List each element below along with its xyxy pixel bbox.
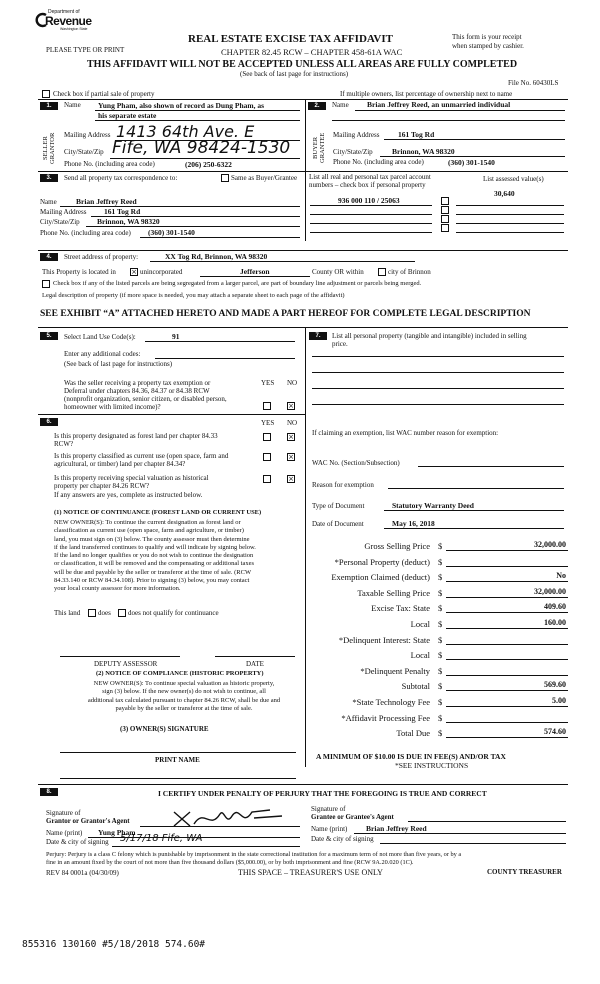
located-label: This Property is located in xyxy=(42,268,116,276)
fee-underline xyxy=(446,722,568,723)
exemption-no-checkbox[interactable]: × xyxy=(288,402,294,410)
notice-continuance-line: will be due and payable by the seller or transferor at the time of sale. (RCW xyxy=(54,568,252,576)
forest-no-checkbox[interactable]: × xyxy=(288,433,294,441)
fee-underline xyxy=(446,644,568,645)
receipt-note-1: This form is your receipt xyxy=(452,33,522,41)
underline xyxy=(456,214,564,215)
form-title: REAL ESTATE EXCISE TAX AFFIDAVIT xyxy=(188,33,393,45)
divider xyxy=(305,171,306,241)
section-8-number: 8. xyxy=(40,788,58,796)
perjury-text-1: Perjury: Perjury is a class C felony which is punishable by imprisonment in the state correctional institution for a maximum term of not more than five years, or by a xyxy=(46,851,462,858)
fee-currency: $ xyxy=(438,619,443,629)
historic-q-2: property per chapter 84.26 RCW? xyxy=(54,482,150,490)
underline xyxy=(60,206,300,207)
dept-line3: Washington State xyxy=(60,27,88,31)
treasurer-space: THIS SPACE – TREASURER'S USE ONLY xyxy=(238,868,383,877)
fee-underline xyxy=(446,737,568,738)
fee-label: Gross Selling Price xyxy=(364,541,430,551)
buyer-mailing-label: Mailing Address xyxy=(333,131,380,139)
fee-value[interactable]: 569.60 xyxy=(544,680,566,689)
assessed-label: List assessed value(s) xyxy=(483,175,544,183)
seller-phone[interactable]: (206) 250-6322 xyxy=(185,160,232,169)
fee-label: Subtotal xyxy=(401,681,430,691)
grantor-name-print-label: Name (print) xyxy=(46,829,83,837)
underline xyxy=(456,223,564,224)
fee-label: *State Technology Fee xyxy=(352,697,430,707)
please-type: PLEASE TYPE OR PRINT xyxy=(46,46,125,54)
partial-sale-label: Check box if partial sale of property xyxy=(53,90,155,98)
notice-continuance-line: If the land no longer qualifies or you do not wish to continue the designation xyxy=(54,552,254,560)
county-treasurer-label: COUNTY TREASURER xyxy=(487,868,562,876)
answers-note: If any answers are yes, complete as instructed below. xyxy=(54,491,203,499)
cashier-stamp: 855316 130160 #5/18/2018 574.60# xyxy=(22,939,206,950)
fee-value[interactable]: 32,000.00 xyxy=(534,540,566,549)
file-number: File No. 60430LS xyxy=(508,79,559,87)
fee-value[interactable]: No xyxy=(556,571,566,580)
underline xyxy=(384,528,564,529)
grantor-agent-label: Grantor or Grantor's Agent xyxy=(46,817,130,825)
segregated-label: Check box if any of the listed parcels are being segregated from a larger parcel, are part of boundary line adjustment or parcels being merged. xyxy=(53,280,422,287)
legal-description-label: Legal description of property (if more space is needed, you may attach a separate sheet to each page of the affidavit) xyxy=(42,292,345,299)
unincorporated-label: unincorporated xyxy=(140,268,183,276)
deputy-assessor-label: DEPUTY ASSESSOR xyxy=(94,660,158,668)
exemption-q-3: (nonprofit organization, senior citizen, or disabled person, xyxy=(64,395,227,403)
exemption-q-1: Was the seller receiving a property tax exemption or xyxy=(64,379,211,387)
fee-currency: $ xyxy=(438,650,443,660)
partial-sale-checkbox[interactable] xyxy=(42,90,50,98)
underline xyxy=(332,120,565,121)
buyer-mailing[interactable]: 161 Tog Rd xyxy=(398,130,435,139)
fee-currency: $ xyxy=(438,603,443,613)
fee-currency: $ xyxy=(438,541,443,551)
seller-mailing-label: Mailing Address xyxy=(64,131,111,139)
grantor-date-label: Date & city of signing xyxy=(46,838,109,846)
grantor-sig-label: Signature of xyxy=(46,809,81,817)
no-header: NO xyxy=(287,379,298,387)
seller-mailing[interactable]: 1413 64th Ave. E xyxy=(116,122,255,141)
fee-currency: $ xyxy=(438,713,443,723)
underline xyxy=(140,826,300,827)
seller-city-label: City/State/Zip xyxy=(64,148,104,156)
date-label: DATE xyxy=(246,660,264,668)
divider xyxy=(38,171,568,172)
underline xyxy=(380,156,565,157)
grantee-date-line[interactable] xyxy=(380,843,566,844)
doc-type-label: Type of Document xyxy=(312,502,365,510)
yes-header: YES xyxy=(261,419,275,427)
grantee-sig-label: Signature of xyxy=(311,805,346,813)
underline xyxy=(140,237,300,238)
notice-compliance-line: payable by the seller or transferor at the time of sale. xyxy=(115,704,253,712)
fee-underline xyxy=(446,550,568,551)
fee-label: *Personal Property (deduct) xyxy=(334,557,430,567)
section-7-number: 7. xyxy=(309,332,327,340)
underline xyxy=(112,846,300,847)
personal-property-label-1: List all personal property (tangible and intangible) included in selling xyxy=(332,332,527,340)
underline xyxy=(110,158,300,159)
form-chapter: CHAPTER 82.45 RCW – CHAPTER 458-61A WAC xyxy=(221,47,403,57)
notice-compliance-line: NEW OWNER(S): To continue special valuation as historic property, xyxy=(93,680,275,687)
county-value[interactable]: Jefferson xyxy=(240,267,270,276)
grantor-date-city[interactable]: 5/17/18 Fife, WA xyxy=(120,833,203,844)
current-use-q-1: Is this property classified as current use (open space, farm and xyxy=(54,452,229,460)
minimum-due-note: A MINIMUM OF $10.00 IS DUE IN FEE(S) AND/OR TAX xyxy=(316,752,506,761)
yes-header: YES xyxy=(261,379,275,387)
notice-continuance-line: 84.33.140 or RCW 84.34.108). Prior to signing (3) below, you may contact xyxy=(54,577,250,585)
underline xyxy=(310,205,432,206)
grantee-date-label: Date & city of signing xyxy=(311,835,374,843)
fee-label: Local xyxy=(410,619,430,629)
notice-continuance-line: if the land transferred continues to qualify and will indicate by signing below. xyxy=(54,543,256,551)
underline xyxy=(384,510,564,511)
corr-mailing[interactable]: 161 Tog Rd xyxy=(104,207,141,216)
send-correspondence-label: Send all property tax correspondence to: xyxy=(64,174,178,182)
reason-field[interactable] xyxy=(388,488,564,489)
buyer-city-label: City/State/Zip xyxy=(333,148,373,156)
seller-side-label: SELLER GRANTOR xyxy=(42,132,56,164)
form-warning: THIS AFFIDAVIT WILL NOT BE ACCEPTED UNLESS ALL AREAS ARE FULLY COMPLETED xyxy=(87,59,518,70)
print-name-label: PRINT NAME xyxy=(155,756,200,764)
underline xyxy=(312,404,564,405)
segregated-checkbox[interactable] xyxy=(42,280,50,288)
notice-continuance-line: your local county assessor for more information. xyxy=(54,585,181,593)
section-3-number: 3. xyxy=(40,174,58,182)
corr-mailing-label: Mailing Address xyxy=(40,208,87,216)
notice-continuance-line: land, you must sign on (3) below. The county assessor must then determine xyxy=(54,535,250,543)
personal-property-checkbox[interactable] xyxy=(441,206,449,214)
forest-q-1: Is this property designated as forest land per chapter 84.33 xyxy=(54,432,218,440)
parcel-list-label-1: List all real and personal tax parcel account xyxy=(309,173,431,181)
dept-line1: Department of xyxy=(48,9,80,15)
notice-compliance-text xyxy=(64,680,304,713)
certify-statement: I CERTIFY UNDER PENALTY OF PERJURY THAT THE FOREGOING IS TRUE AND CORRECT xyxy=(158,789,487,798)
grantee-agent-label: Grantee or Grantee's Agent xyxy=(311,813,394,821)
divider xyxy=(38,327,568,328)
personal-property-checkbox[interactable] xyxy=(441,224,449,232)
notice-compliance-title: (2) NOTICE OF COMPLIANCE (HISTORIC PROPERTY) xyxy=(96,670,264,677)
historic-q-1: Is this property receiving special valuation as historical xyxy=(54,474,209,482)
deputy-date-line[interactable] xyxy=(215,656,295,657)
seller-name-2[interactable]: his separate estate xyxy=(98,111,157,120)
exemption-q-4: homeowner with limited income)? xyxy=(64,403,161,411)
same-as-buyer-label: Same as Buyer/Grantee xyxy=(231,174,298,182)
notice-continuance-line: or classification, it will be removed and the compensating or additional taxes xyxy=(54,560,254,568)
underline xyxy=(310,214,432,215)
section-5-number: 5. xyxy=(40,332,58,340)
underline xyxy=(310,232,432,233)
form-revision: REV 84 0001a (04/30/09) xyxy=(46,869,119,877)
fee-underline xyxy=(446,675,568,676)
exemption-claim-label: If claiming an exemption, list WAC number reason for exemption: xyxy=(312,429,499,437)
additional-codes-note: (See back of last page for instructions) xyxy=(64,360,173,368)
city-of-label: city of Brinnon xyxy=(388,268,431,276)
fee-value[interactable]: 32,000.00 xyxy=(534,587,566,596)
fee-label: Taxable Selling Price xyxy=(357,588,430,598)
underline xyxy=(312,356,564,357)
unincorporated-checkbox[interactable]: × xyxy=(131,268,137,276)
underline xyxy=(312,388,564,389)
fee-value[interactable]: 409.60 xyxy=(544,602,566,611)
underline xyxy=(150,261,415,262)
multiple-owners-note: If multiple owners, list percentage of ownership next to name xyxy=(340,90,513,98)
underline xyxy=(456,232,564,233)
section-4-number: 4. xyxy=(40,253,58,261)
does-not-qualify-checkbox[interactable] xyxy=(118,609,126,617)
underline xyxy=(95,120,300,121)
owner-signature-line[interactable] xyxy=(60,752,296,753)
underline xyxy=(200,276,310,277)
wac-label: WAC No. (Section/Subsection) xyxy=(312,459,400,467)
fee-underline xyxy=(446,628,568,629)
divider xyxy=(38,784,568,785)
fee-label: *Delinquent Interest: State xyxy=(338,635,430,645)
fee-currency: $ xyxy=(438,681,443,691)
street-label: Street address of property: xyxy=(64,253,139,261)
corr-name-label: Name xyxy=(40,198,57,206)
fee-underline xyxy=(446,690,568,691)
additional-codes-label: Enter any additional codes: xyxy=(64,350,141,358)
notice-continuance-line: classification as current use (open space, farm and agriculture, or timber) xyxy=(54,527,244,535)
underline xyxy=(312,372,564,373)
corr-phone[interactable]: (360) 301-1540 xyxy=(148,228,195,237)
underline xyxy=(155,358,295,359)
grantee-name[interactable]: Brian Jeffrey Reed xyxy=(366,824,427,833)
doc-date-value[interactable]: May 16, 2018 xyxy=(392,519,435,528)
notice-compliance-line: additional tax calculated pursuant to chapter 84.26 RCW, shall be due and xyxy=(87,696,281,704)
fee-label: Local xyxy=(410,650,430,660)
parcel-list-label-2: numbers – check box if personal property xyxy=(309,181,426,189)
notice-compliance-line: sign (3) below. If the new owner(s) do not wish to continue, all xyxy=(102,688,266,696)
personal-property-checkbox[interactable] xyxy=(441,215,449,223)
see-instructions-note: *SEE INSTRUCTIONS xyxy=(395,761,469,770)
street-address[interactable]: XX Tog Rd, Brinnon, WA 98320 xyxy=(165,252,268,261)
underline xyxy=(310,223,432,224)
does-not-label: does not qualify for continuance xyxy=(128,609,219,617)
fee-currency: $ xyxy=(438,588,443,598)
personal-property-checkbox[interactable] xyxy=(441,197,449,205)
print-name-line[interactable] xyxy=(60,778,296,779)
parcel-number[interactable]: 936 000 110 / 25063 xyxy=(338,196,400,205)
buyer-city[interactable]: Brinnon, WA 98320 xyxy=(392,147,455,156)
does-label: does xyxy=(98,609,111,617)
grantee-name-print-label: Name (print) xyxy=(311,825,348,833)
grantor-name[interactable]: Yung Pham xyxy=(98,828,136,837)
grantee-signature-line[interactable] xyxy=(408,821,566,822)
divider xyxy=(38,414,305,415)
underline xyxy=(354,833,566,834)
underline xyxy=(355,110,565,111)
fee-currency: $ xyxy=(438,697,443,707)
see-back: (See back of last page for instructions) xyxy=(240,70,349,78)
underline xyxy=(456,205,564,206)
current-use-yes-checkbox[interactable] xyxy=(263,453,271,461)
fee-currency: $ xyxy=(438,572,443,582)
notice-continuance-line: NEW OWNER(S): To continue the current designation as forest land or xyxy=(54,519,241,526)
notice-continuance-title: (1) NOTICE OF CONTINUANCE (FOREST LAND OR CURRENT USE) xyxy=(54,509,262,516)
exhibit-statement: SEE EXHIBIT “A” ATTACHED HERETO AND MADE A PART HEREOF FOR COMPLETE LEGAL DESCRIPTION xyxy=(40,309,531,319)
owner-signature-label: (3) OWNER(S) SIGNATURE xyxy=(120,725,209,733)
seller-phone-label: Phone No. (including area code) xyxy=(64,160,155,168)
buyer-side-label: BUYER GRANTEE xyxy=(312,132,326,164)
seller-city[interactable]: Fife, WA 98424-1530 xyxy=(112,138,291,158)
buyer-name[interactable]: Brian Jeffrey Reed, an unmarried individual xyxy=(367,100,511,109)
fee-label: Exemption Claimed (deduct) xyxy=(331,572,430,582)
same-as-buyer-checkbox[interactable] xyxy=(221,174,229,182)
section-6-number: 6. xyxy=(40,418,58,426)
divider xyxy=(305,99,306,171)
historic-yes-checkbox[interactable] xyxy=(263,475,271,483)
fee-value[interactable]: 5.00 xyxy=(552,696,566,705)
forest-q-2: RCW? xyxy=(54,440,74,448)
seller-name-label: Name xyxy=(64,101,81,109)
divider xyxy=(38,250,568,251)
fee-label: *Affidavit Processing Fee xyxy=(341,713,430,723)
land-qualify-label: This land xyxy=(54,609,81,617)
fee-underline xyxy=(446,612,568,613)
perjury-text-2: fine in an amount fixed by the court of not more than five thousand dollars ($5,000.00), or by both imprisonment and fine (RCW 9A.20.020 (1C). xyxy=(46,859,414,866)
fee-label: *Delinquent Penalty xyxy=(360,666,430,676)
buyer-name-label: Name xyxy=(332,101,349,109)
historic-no-checkbox[interactable]: × xyxy=(288,475,294,483)
fee-underline xyxy=(446,597,568,598)
deputy-signature-line[interactable] xyxy=(60,656,180,657)
receipt-note-2: when stamped by cashier. xyxy=(452,42,524,50)
does-qualify-checkbox[interactable] xyxy=(88,609,96,617)
underline xyxy=(86,226,300,227)
fee-label: Total Due xyxy=(396,728,430,738)
fee-underline xyxy=(446,566,568,567)
reason-label: Reason for exemption xyxy=(312,481,374,489)
doc-date-label: Date of Document xyxy=(312,520,364,528)
fee-currency: $ xyxy=(438,728,443,738)
fee-currency: $ xyxy=(438,635,443,645)
fee-underline xyxy=(446,659,568,660)
fee-label: Excise Tax: State xyxy=(371,603,430,613)
fee-underline xyxy=(446,581,568,582)
dept-line2: Revenue xyxy=(45,14,92,28)
land-use-code[interactable]: 91 xyxy=(172,332,180,341)
current-use-no-checkbox[interactable]: × xyxy=(288,453,294,461)
city-checkbox[interactable] xyxy=(378,268,386,276)
personal-property-label-2: price. xyxy=(332,340,348,348)
corr-city-label: City/State/Zip xyxy=(40,218,80,226)
fee-underline xyxy=(446,706,568,707)
buyer-phone-label: Phone No. (including area code) xyxy=(333,158,424,166)
notice-continuance-text xyxy=(54,519,304,594)
county-or-label: County OR within xyxy=(312,268,364,276)
wac-field[interactable] xyxy=(418,466,564,467)
doc-type-value[interactable]: Statutory Warranty Deed xyxy=(392,501,474,510)
fee-value[interactable]: 574.60 xyxy=(544,727,566,736)
land-use-label: Select Land Use Code(s): xyxy=(64,333,136,341)
forest-yes-checkbox[interactable] xyxy=(263,433,271,441)
underline xyxy=(384,139,565,140)
buyer-phone[interactable]: (360) 301-1540 xyxy=(448,158,495,167)
corr-phone-label: Phone No. (including area code) xyxy=(40,229,131,237)
section-1-number: 1. xyxy=(40,102,58,110)
exemption-q-2: Deferral under chapters 84.36, 84.37 or 84.38 RCW xyxy=(64,387,210,395)
assessed-value[interactable]: 30,640 xyxy=(494,189,515,198)
corr-city[interactable]: Brinnon, WA 98320 xyxy=(97,217,160,226)
current-use-q-2: agricultural, or timber) land per chapter 84.34? xyxy=(54,460,186,468)
fee-currency: $ xyxy=(438,557,443,567)
underline xyxy=(145,341,295,342)
exemption-yes-checkbox[interactable] xyxy=(263,402,271,410)
no-header: NO xyxy=(287,419,298,427)
section-2-number: 2. xyxy=(308,102,326,110)
corr-name[interactable]: Brian Jeffrey Reed xyxy=(76,197,137,206)
seller-name-1[interactable]: Yung Pham, also shown of record as Dung Pham, as xyxy=(98,101,265,110)
fee-currency: $ xyxy=(438,666,443,676)
fee-value[interactable]: 160.00 xyxy=(544,618,566,627)
